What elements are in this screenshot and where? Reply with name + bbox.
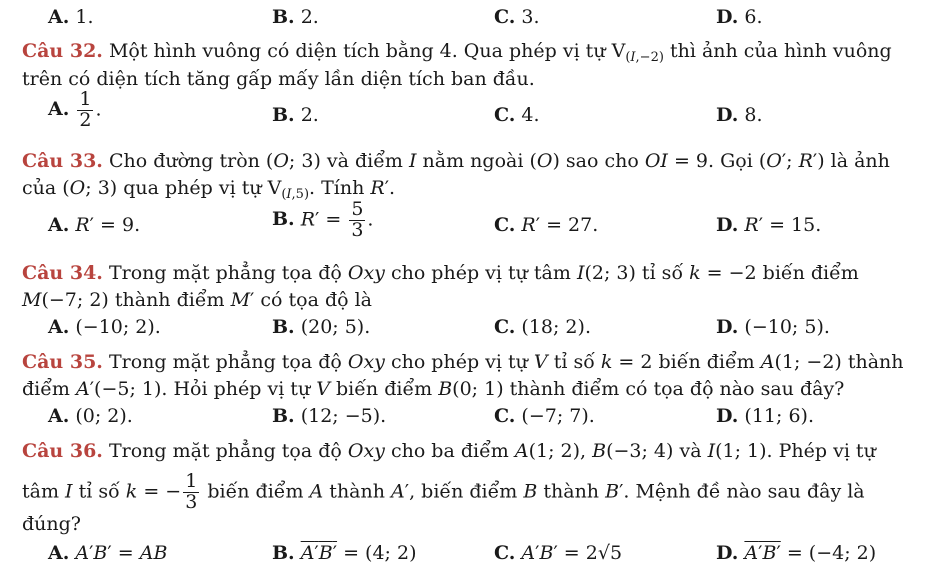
question-36-line-1: Câu 36. Trong mặt phẳng tọa độ Oxy cho ba điểm A(1; 2), B(−3; 4) và I(1; 1). Phép vị tự [22, 440, 876, 462]
option-a: A. (−10; 2). [48, 316, 161, 338]
option-c: C. 4. [494, 104, 540, 126]
option-c: C. (18; 2). [494, 316, 591, 338]
question-35-line-2: điểm A′(−5; 1). Hỏi phép vị tự V biến điểm B(0; 1) thành điểm có tọa độ nào sau đây? [22, 378, 845, 400]
question-36-options [0, 542, 940, 576]
question-34-options [0, 316, 940, 350]
question-36-label: Câu 36. [22, 440, 103, 462]
option-a: A. 1. [48, 6, 94, 28]
question-34-label: Câu 34. [22, 262, 103, 284]
question-32-options [0, 88, 940, 131]
option-c: C. (−7; 7). [494, 405, 595, 427]
question-33-label: Câu 33. [22, 150, 103, 172]
option-b: B. 2. [272, 104, 319, 126]
option-b: B. (20; 5). [272, 316, 371, 338]
option-d: D. 8. [716, 104, 763, 126]
option-d: D. A′B′ = (−4; 2) [716, 542, 877, 564]
option-c: C. A′B′ = 2√5 [494, 542, 623, 564]
option-b: B. (12; −5). [272, 405, 387, 427]
question-32-label: Câu 32. [22, 40, 103, 62]
option-c: C. R′ = 27. [494, 214, 599, 236]
option-d: D. (−10; 5). [716, 316, 830, 338]
option-c: C. 3. [494, 6, 540, 28]
option-a: A. $\frac{1}{2}$ . [48, 88, 102, 131]
option-d: D. (11; 6). [716, 405, 814, 427]
question-32-line-2: trên có diện tích tăng gấp mấy lần diện tích ban đầu. [22, 68, 535, 90]
prev-question-options [0, 6, 940, 40]
question-33-line-2: của (O; 3) qua phép vị tự $V_{(I,5)}$. Tính R′. [22, 177, 396, 202]
option-b: B. A′B′ = (4; 2) [272, 542, 417, 564]
option-d: D. R′ = 15. [716, 214, 822, 236]
question-34-line-2: M(−7; 2) thành điểm M′ có tọa độ là [22, 289, 373, 311]
option-a: A. R′ = 9. [48, 214, 141, 236]
question-36-line-2: tâm I tỉ số k = − $\frac{1}{3}$ biến điểm A thành A′, biến điểm B thành B′. Mệnh đề nào sau đây là [22, 470, 865, 513]
question-33-options [0, 198, 940, 241]
question-32-line-1: Câu 32. Một hình vuông có diện tích bằng 4. Qua phép vị tự $V_{(I,-2)}$ thì ảnh của hình vuông [22, 40, 892, 65]
option-d: D. 6. [716, 6, 763, 28]
question-36-line-3: đúng? [22, 513, 81, 535]
question-34-line-1: Câu 34. Trong mặt phẳng tọa độ Oxy cho phép vị tự tâm I(2; 3) tỉ số k = −2 biến điểm [22, 262, 859, 284]
option-b: B. 2. [272, 6, 319, 28]
option-b: B. R′ = $\frac{5}{3}$ . [272, 198, 374, 241]
question-33-line-1: Câu 33. Cho đường tròn (O; 3) và điểm I nằm ngoài (O) sao cho OI = 9. Gọi (O′; R′) là ảnh [22, 150, 890, 172]
question-35-label: Câu 35. [22, 351, 103, 373]
option-a: A. (0; 2). [48, 405, 133, 427]
option-a: A. A′B′ = AB [48, 542, 168, 564]
question-35-options [0, 405, 940, 439]
question-35-line-1: Câu 35. Trong mặt phẳng tọa độ Oxy cho phép vị tự V tỉ số k = 2 biến điểm A(1; −2) thành [22, 351, 904, 373]
